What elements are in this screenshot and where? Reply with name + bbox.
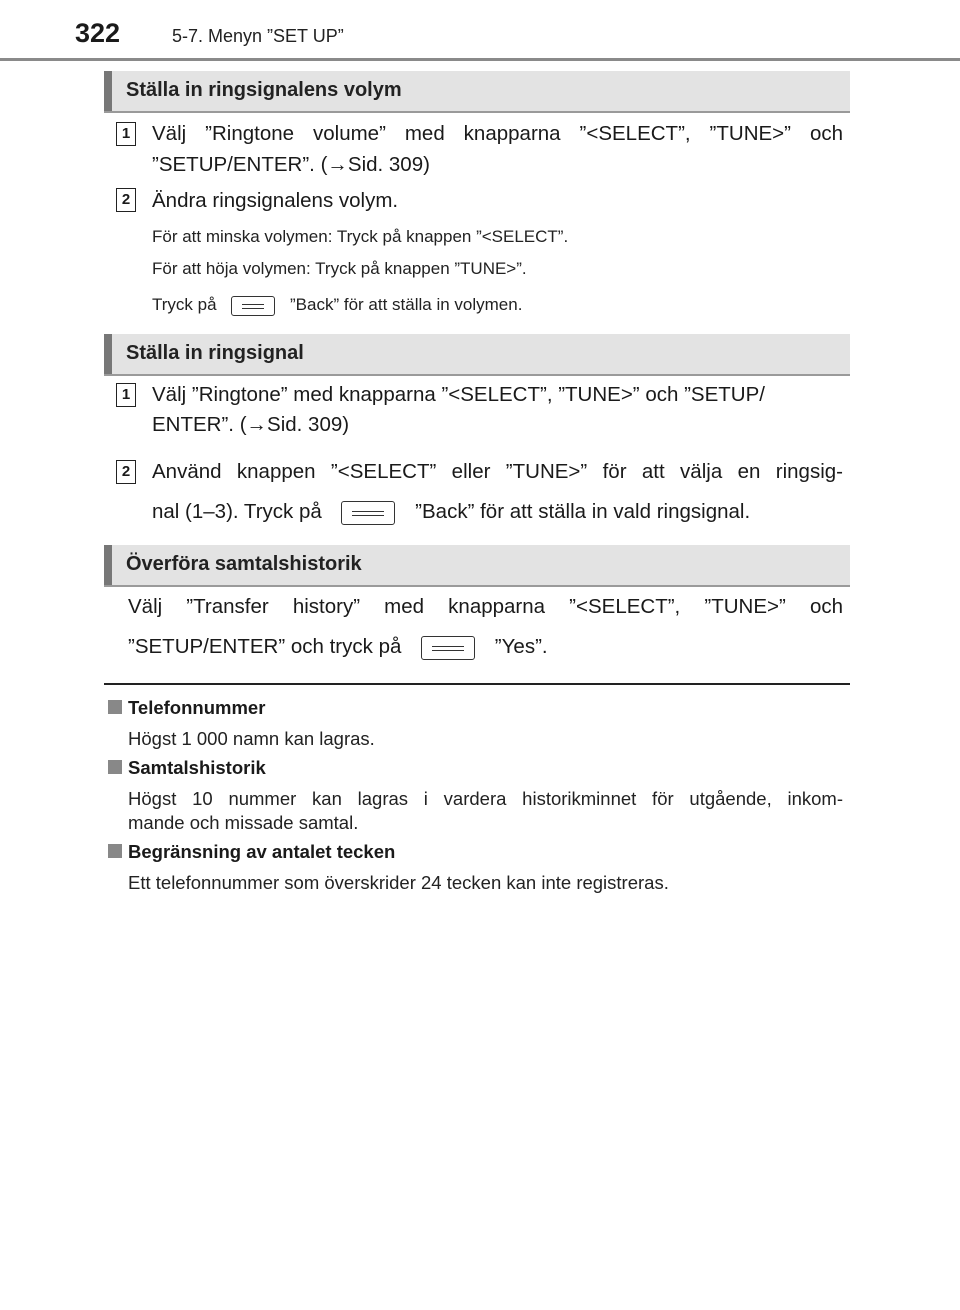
body-text-part: ”Yes”. [494,635,548,658]
hardware-button-icon [231,296,275,316]
note-heading [108,757,266,779]
step-text: ENTER”. (→Sid. 309) [152,413,350,436]
hint-text [152,295,522,316]
section-heading-ringtone [104,334,850,376]
step-text: Välj ”Ringtone volume” med knapparna ”<SELECT”, ”TUNE>” och [152,122,843,145]
note-body: Ett telefonnummer som överskrider 24 tecken kan inte registreras. [128,872,669,893]
page-number: 322 [75,18,121,48]
hint-text-part: ”Back” för att ställa in volymen. [290,295,523,314]
chapter-title: 5-7. Menyn ”SET UP” [172,26,344,46]
section-heading-title: Ställa in ringsignal [126,342,304,364]
body-text-part: ”SETUP/ENTER” och tryck på [128,635,402,658]
section-heading-ringtone-volume [104,71,850,113]
body-text: Välj ”Transfer history” med knapparna ”<SELECT”, ”TUNE>” och [128,595,843,618]
note-body: mande och missade samtal. [128,812,359,833]
note-heading [108,697,265,719]
gray-square-icon [108,760,122,774]
header-divider [0,58,960,61]
step-text: ”SETUP/ENTER”. (→Sid. 309) [152,153,430,176]
note-title: Telefonnummer [128,697,266,718]
note-heading [108,841,395,863]
hint-text: För att minska volymen: Tryck på knappen ”<SELECT”. [152,227,569,246]
step-text: Välj ”Ringtone” med knapparna ”<SELECT”, ”TUNE>” och ”SETUP/ [152,383,765,406]
step-number-box: 2 [116,460,136,484]
step-number-box: 2 [116,188,136,212]
notes-divider [104,683,850,685]
section-heading-bar [104,334,112,374]
hardware-button-icon [421,636,475,660]
step-text-part: ”Back” för att ställa in vald ringsignal. [415,500,751,523]
step-text-part: nal (1–3). Tryck på [152,500,322,523]
note-title: Begränsning av antalet tecken [128,841,396,862]
step-text: Ändra ringsignalens volym. [152,189,399,212]
section-heading-transfer-history [104,545,850,587]
hardware-button-icon [341,501,395,525]
step-text [152,497,843,527]
section-heading-title: Ställa in ringsignalens volym [126,79,402,101]
section-heading-title: Överföra samtalshistorik [126,553,362,575]
note-body: Högst 10 nummer kan lagras i vardera historikminnet för utgående, inkom- [128,788,843,809]
step-number-box: 1 [116,122,136,146]
hint-text-part: Tryck på [152,295,217,314]
gray-square-icon [108,844,122,858]
step-number-box: 1 [116,383,136,407]
section-heading-bar [104,71,112,111]
gray-square-icon [108,700,122,714]
hint-text: För att höja volymen: Tryck på knappen ”TUNE>”. [152,259,527,278]
step-text: Använd knappen ”<SELECT” eller ”TUNE>” för att välja en ringsig- [152,460,843,483]
note-body: Högst 1 000 namn kan lagras. [128,728,375,749]
body-text [128,632,843,662]
section-heading-bar [104,545,112,585]
note-title: Samtalshistorik [128,757,266,778]
